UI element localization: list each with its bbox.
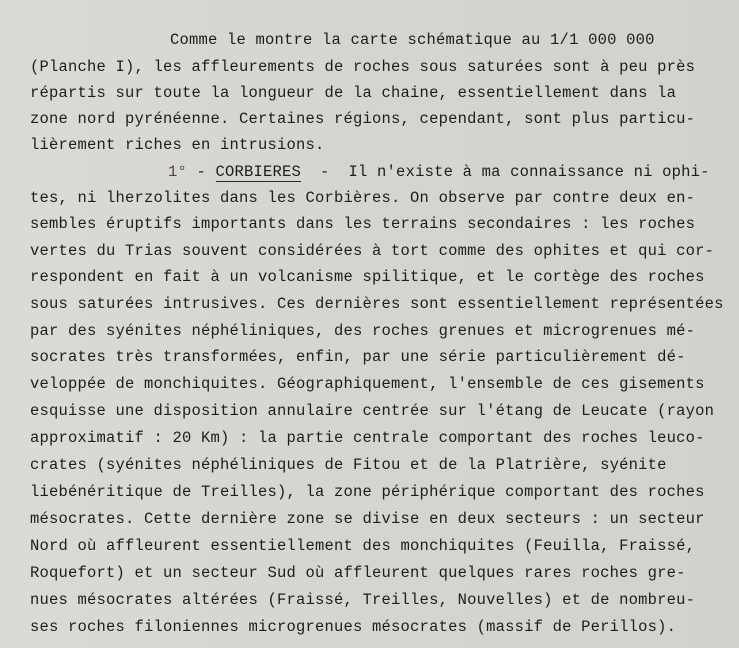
- section-number: 1°: [168, 163, 188, 181]
- text-line: lièrement riches en intrusions.: [30, 136, 325, 154]
- text-line: zone nord pyrénéenne. Certaines régions, cependant, sont plus particu-: [30, 110, 696, 128]
- text-line: esquisse une disposition annulaire centrée sur l'étang de Leucate (rayon: [30, 402, 715, 420]
- text-line: veloppée de monchiquites. Géographiquement, l'ensemble de ces gisements: [30, 375, 705, 393]
- text-line: socrates très transformées, enfin, par une série particulièrement dé-: [30, 348, 686, 366]
- section-title: CORBIERES: [215, 163, 302, 181]
- text-line: répartis sur toute la longueur de la chaine, essentiellement dans la: [30, 84, 677, 102]
- text-line: par des syénites néphéliniques, des roches grenues et microgrenues mé-: [30, 322, 696, 340]
- text-line: vertes du Trias souvent considérées à tort comme des ophites et qui cor-: [30, 242, 715, 260]
- text-line: (Planche I), les affleurements de roches sous saturées sont à peu près: [30, 58, 696, 76]
- text-line: sous saturées intrusives. Ces dernières sont essentiellement représentées: [30, 295, 724, 313]
- text-line: Nord où affleurent essentiellement des monchiquites (Feuilla, Fraissé,: [30, 537, 696, 555]
- text-line: respondent en fait à un volcanisme spilitique, et le cortège des roches: [30, 268, 705, 286]
- text-line: crates (syénites néphéliniques de Fitou et de la Platrière, syénite: [30, 456, 667, 474]
- text-line: ses roches filoniennes microgrenues mésocrates (massif de Perillos).: [30, 618, 677, 636]
- section-heading-line: [168, 163, 710, 181]
- text-line: sembles éruptifs importants dans les terrains secondaires : les roches: [30, 215, 696, 233]
- section-dash: -: [187, 163, 216, 181]
- text-line: tes, ni lherzolites dans les Corbières. On observe par contre deux en-: [30, 189, 696, 207]
- text-line: approximatif : 20 Km) : la partie centrale comportant des roches leuco-: [30, 429, 705, 447]
- text-line: Comme le montre la carte schématique au 1/1 000 000: [170, 31, 655, 49]
- text-line: Roquefort) et un secteur Sud où affleurent quelques rares roches gre-: [30, 564, 686, 582]
- text-line: nues mésocrates altérées (Fraissé, Treilles, Nouvelles) et de nombreu-: [30, 591, 696, 609]
- text-line: mésocrates. Cette dernière zone se divise en deux secteurs : un secteur: [30, 510, 705, 528]
- section-first-line: - Il n'existe à ma connaissance ni ophi-: [301, 163, 710, 181]
- text-line: liebénéritique de Treilles), la zone périphérique comportant des roches: [30, 483, 705, 501]
